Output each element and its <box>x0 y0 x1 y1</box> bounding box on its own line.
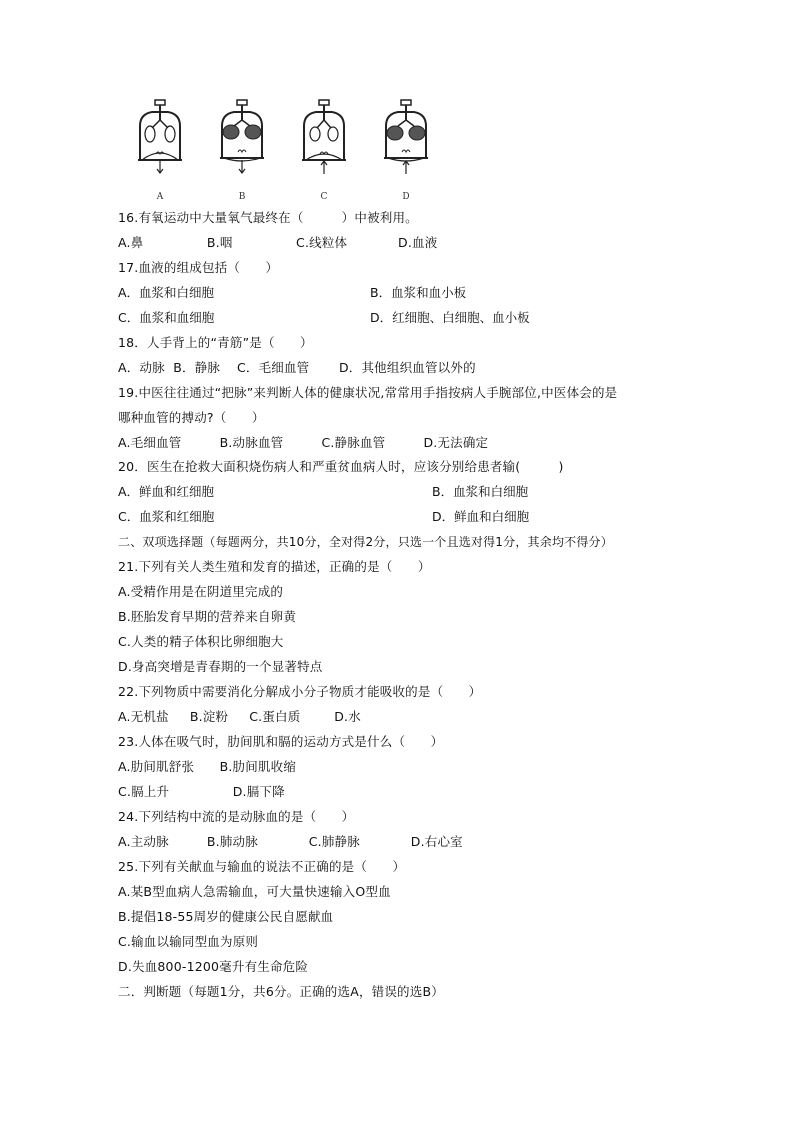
question-24-options: A.主动脉 B.肺动脉 C.肺静脉 D.右心室 <box>118 834 463 849</box>
question-21-option-b: B.胚胎发育早期的营养来自卵黄 <box>118 609 297 624</box>
question-21-option-a: A.受精作用是在阴道里完成的 <box>118 584 284 599</box>
bell-jar-model-a-icon <box>128 96 192 192</box>
section-3-heading: 二．判断题（每题1分，共6分。正确的选A，错误的选B） <box>118 984 444 999</box>
question-20-option-d: D．鲜血和白细胞 <box>432 509 530 524</box>
question-21-option-d: D.身高突增是青春期的一个显著特点 <box>118 659 323 674</box>
question-25-option-a: A.某B型血病人急需输血，可大量快速输入O型血 <box>118 884 391 899</box>
question-20: 20．医生在抢救大面积烧伤病人和严重贫血病人时，应该分别给患者输( ) <box>118 459 564 474</box>
question-21: 21.下列有关人类生殖和发育的描述，正确的是（ ） <box>118 559 431 574</box>
bell-jar-figures <box>128 96 448 208</box>
question-21-option-c: C.人类的精子体积比卵细胞大 <box>118 634 284 649</box>
question-19-line-1: 19.中医往往通过“把脉”来判断人体的健康状况,常常用手指按病人手腕部位,中医体会的是 <box>118 385 618 400</box>
question-17: 17.血液的组成包括（ ） <box>118 260 279 275</box>
section-2-heading: 二、双项选择题（每题两分，共10分，全对得2分，只选一个且选对得1分，其余均不得分） <box>118 535 613 549</box>
bell-jar-model-b-icon <box>210 96 274 192</box>
question-23: 23.人体在吸气时，肋间肌和膈的运动方式是什么（ ） <box>118 734 444 749</box>
question-20-option-c: C．血浆和红细胞 <box>118 509 215 524</box>
question-23-options-cd: C.膈上升 D.膈下降 <box>118 784 285 799</box>
bell-jar-model-c-icon <box>292 96 356 192</box>
question-17-option-c: C．血浆和血细胞 <box>118 310 215 325</box>
question-25-option-b: B.提倡18-55周岁的健康公民自愿献血 <box>118 909 334 924</box>
question-16: 16.有氧运动中大量氧气最终在（ ）中被利用。 <box>118 210 418 225</box>
question-19-line-2: 哪种血管的搏动?（ ） <box>118 410 265 425</box>
figure-label-d: D <box>402 192 410 202</box>
question-25: 25.下列有关献血与输血的说法不正确的是（ ） <box>118 859 406 874</box>
question-20-option-a: A．鲜血和红细胞 <box>118 484 215 499</box>
question-22-options: A.无机盐 B.淀粉 C.蛋白质 D.水 <box>118 709 361 724</box>
figure-a <box>128 96 192 208</box>
question-17-option-a: A．血浆和白细胞 <box>118 285 215 300</box>
question-18: 18．人手背上的“青筋”是（ ） <box>118 335 313 350</box>
question-24: 24.下列结构中流的是动脉血的是（ ） <box>118 809 355 824</box>
question-16-options: A.鼻 B.咽 C.线粒体 D.血液 <box>118 235 438 250</box>
question-18-options: A．动脉 B．静脉 C．毛细血管 D．其他组织血管以外的 <box>118 360 476 375</box>
question-20-option-b: B．血浆和白细胞 <box>432 484 529 499</box>
question-22: 22.下列物质中需要消化分解成小分子物质才能吸收的是（ ） <box>118 684 482 699</box>
question-17-option-d: D．红细胞、白细胞、血小板 <box>370 310 530 325</box>
figure-label-c: C <box>320 192 328 202</box>
question-25-option-c: C.输血以输同型血为原则 <box>118 934 259 949</box>
question-19-options: A.毛细血管 B.动脉血管 C.静脉血管 D.无法确定 <box>118 435 489 450</box>
figure-label-a: A <box>156 192 164 202</box>
figure-d <box>374 96 438 208</box>
question-23-options-ab: A.肋间肌舒张 B.肋间肌收缩 <box>118 759 297 774</box>
figure-c <box>292 96 356 208</box>
figure-b <box>210 96 274 208</box>
question-25-option-d: D.失血800-1200毫升有生命危险 <box>118 959 309 974</box>
figure-label-b: B <box>238 192 246 202</box>
bell-jar-model-d-icon <box>374 96 438 192</box>
question-17-option-b: B．血浆和血小板 <box>370 285 467 300</box>
